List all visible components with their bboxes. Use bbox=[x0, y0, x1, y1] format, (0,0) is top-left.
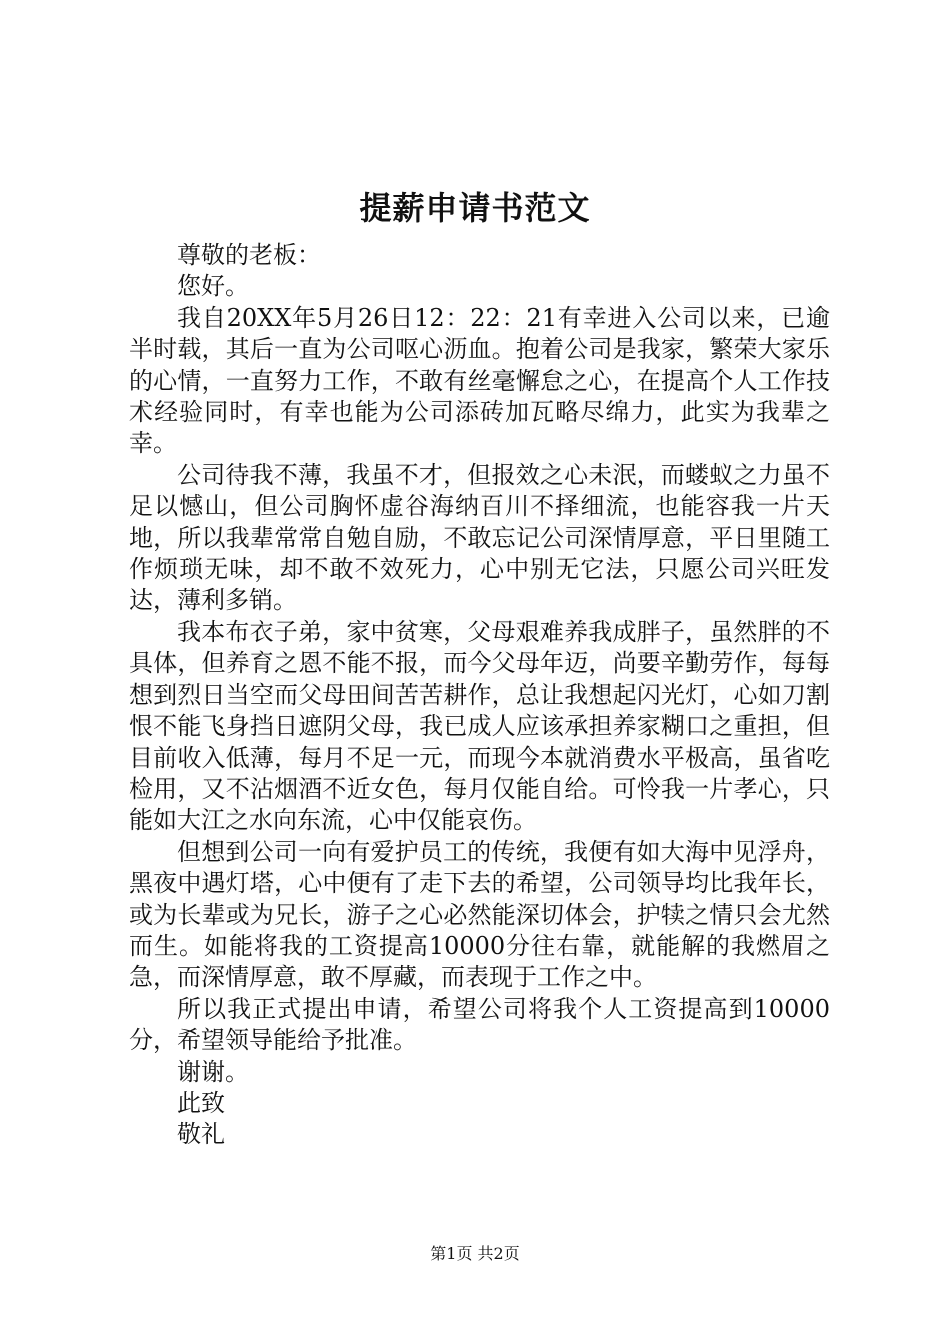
body-paragraph-1: 我自20XX年5月26日12：22：21有幸进入公司以来，已逾半时载，其后一直为公司呕心沥血。抱着公司是我家，繁荣大家乐的心情，一直努力工作，不敢有丝毫懈怠之心，在提高个人工作技术经验同时，有幸也能为公司添砖加瓦略尽绵力，此实为我辈之幸。 bbox=[129, 303, 830, 458]
document-title: 提薪申请书范文 bbox=[359, 189, 591, 227]
page-footer: 第1页 共2页 bbox=[430, 1244, 520, 1263]
body-paragraph-4: 但想到公司一向有爱护员工的传统，我便有如大海中见浮舟，黑夜中遇灯塔，心中便有了走下去的希望，公司领导均比我年长，或为长辈或为兄长，游子之心必然能深切体会，护犊之情只会尤然而生。如能将我的工资提高10000分往右靠，就能解的我燃眉之急，而深情厚意，敢不厚藏，而表现于工作之中。 bbox=[129, 837, 830, 992]
document-body bbox=[129, 240, 830, 1151]
closing-line-2: 敬礼 bbox=[177, 1120, 225, 1149]
body-paragraph-3: 我本布衣子弟，家中贫寒，父母艰难养我成胖子，虽然胖的不具体，但养育之恩不能不报，而今父母年迈，尚要辛勤劳作，每每想到烈日当空而父母田间苦苦耕作，总让我想起闪光灯，心如刀割恨不能飞身挡日遮阴父母，我已成人应该承担养家糊口之重担，但目前收入低薄，每月不足一元，而现今本就消费水平极高，虽省吃检用，又不沾烟酒不近女色，每月仅能自给。可怜我一片孝心，只能如大江之水向东流，心中仅能哀伤。 bbox=[129, 617, 830, 835]
closing-line-1: 此致 bbox=[177, 1088, 225, 1117]
salutation: 尊敬的老板： bbox=[177, 241, 321, 269]
thanks-line: 谢谢。 bbox=[177, 1057, 249, 1086]
body-paragraph-5: 所以我正式提出申请，希望公司将我个人工资提高到10000分，希望领导能给予批准。 bbox=[129, 994, 830, 1055]
body-paragraph-2: 公司待我不薄，我虽不才，但报效之心未泯，而蝼蚁之力虽不足以憾山，但公司胸怀虚谷海纳百川不择细流，也能容我一片天地，所以我辈常常自勉自励，不敢忘记公司深情厚意，平日里随工作烦琐无味，却不敢不效死力，心中别无它法，只愿公司兴旺发达，薄利多销。 bbox=[129, 460, 830, 615]
greeting: 您好。 bbox=[177, 272, 249, 301]
